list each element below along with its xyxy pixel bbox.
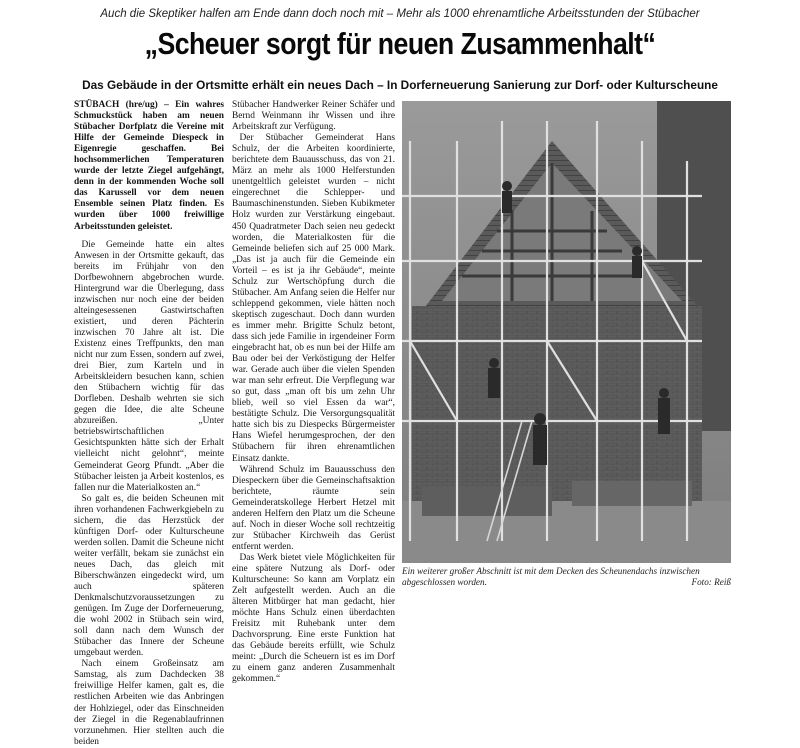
caption-text: Ein weiterer großer Abschnitt ist mit dem Decken des Scheunendachs inzwischen abgeschlossen worden. [402,566,700,587]
photo-caption [402,566,731,587]
body-paragraph: Stübacher Handwerker Reiner Schäfer und Bernd Weinmann ihr Wissen und ihre Arbeitskraft zur Verfügung. [232,100,395,133]
body-paragraph: Das Werk bietet viele Möglichkeiten für eine spätere Nutzung als Dorf- oder Kulturscheune: So kann am Vorplatz ein Zelt aufgestellt werden. Auch an die älteren Mitbürger hat man gedacht, hier möchte Hans Schulz einen überdachten Freisitz mit Ruhebank unter dem Dachvorsprung. Eine erste Funktion hat das Gebäude bereits erfüllt, wie Schulz meint: „Durch die Scheuern ist es im Dorf zu einem ganz anderen Zusammenhalt gekommen.“ [232,552,395,685]
body-paragraph: Nach einem Großeinsatz am Samstag, als zum Dachdecken 38 freiwillige Helfer kamen, galt es, die restlichen Arbeiten wie das Anbringen der Hohlziegel, oder das Einschneiden der Ziegel in die Regenablaufrinnen vorzunehmen. Hier stellten auch die beiden [74,659,224,747]
subheadline: Das Gebäude in der Ortsmitte erhält ein neues Dach – In Dorferneuerung Sanierung zur Dorf- oder Kulturscheune [82,78,718,92]
text-column-2 [232,100,395,685]
kicker-line: Auch die Skeptiker halfen am Ende dann doch noch mit – Mehr als 1000 ehrenamtliche Arbeitsstunden der Stübacher [100,8,700,20]
body-paragraph: Während Schulz im Bauausschuss den Diespeckern über die Gemeinschaftsaktion berichtete, räumte sein Gemeinderatskollege Herbert Hetzel mit anderen Helfern den Platz um die Scheune auf. Noch in dieser Woche soll rechtzeitig zur Stübacher Kirchweih das Gerüst entfernt werden. [232,464,395,552]
body-paragraph: So galt es, die beiden Scheunen mit ihren vorhandenen Fachwerkgiebeln zu sichern, die das Herzstück der künftigen Dorf- oder Kulturscheune werden sollen. Damit die Scheune nicht weiter verfällt, bekam sie zunächst ein neues Dach, das gleich mit Biberschwänzen eingedeckt wird, um auch späteren Denkmalschutzvoraussetzungen zu genügen. Im Zuge der Dorferneuerung, die wohl 2002 in Stübach sein wird, soll dann nach dem Wunsch der Stübacher das Innere der Scheune umgebaut werden. [74,493,224,659]
headline: „Scheuer sorgt für neuen Zusammenhalt“ [144,26,656,61]
photo-credit: Foto: Reiß [691,576,731,587]
text-column-1 [74,100,224,748]
body-paragraph: Der Stübacher Gemeinderat Hans Schulz, der die Arbeiten koordinierte, berichtete dem Bauausschuss, das von 21. März an mehr als 1000 Helferstunden unentgeltlich geleistet wurden – nicht eingerechnet die Schlepper- und Baumaschinenstunden. Sieben Kubikmeter Holz wurden zur Verstärkung eingebaut. 450 Quadratmeter Dach seien neu gedeckt worden, die Materialkosten für die Gemeinde beliefen sich auf 25 000 Mark. „Das ist ja auch für die Gemeinde ein Vorteil – es ist ja ihr Gebäude“, meinte Schulz zur Wertschöpfung durch die Stübacher. Am Anfang seien die Helfer nur schleppend gekommen, viele hätten noch skeptisch zugeschaut. Doch dann wurden es immer mehr. Brigitte Schulz betont, dass sich jede Familie in irgendeiner Form eingebracht hat, ob es nun bei der Hilfe am Bau oder bei der Verköstigung der Helfer war. Gerade auch über die vielen Spenden war man sehr erfreut. Die Verpflegung war so gut, dass „man oft bis um zehn Uhr blieb, weil so viel Essen da war“, bestätigte Schulz. Die Versorgungsqualität hatte sich bis zu Diespecks Bürgermeister Hans Wiefel herumgesprochen, der den Stübachern für ihren ehrenamtlichen Einsatz dankte. [232,133,395,464]
lead-paragraph: STÜBACH (hre/ug) – Ein wahres Schmuckstück haben am neuen Stübacher Dorfplatz die Vereine mit Hilfe der Gemeinde Diespeck in Eigenregie geschaffen. Bei hochsommerlichen Temperaturen wurde der letzte Ziegel aufgehängt, denn in der kommenden Woche soll das Karussell vor dem neuen Ensemble seinen Platz finden. Es wurden über 1000 freiwillige Arbeitsstunden geleistet. [74,100,224,232]
body-paragraph: Die Gemeinde hatte ein altes Anwesen in der Ortsmitte gekauft, das bereits im Frühjahr von den Dorfbewohnern abgebrochen wurde. Hintergrund war die Überlegung, dass inzwischen nur noch eine der beiden alteingesessenen Gastwirtschaften existiert, und deren Pächterin inzwischen 70 Jahre alt ist. Die Existenz eines Treffpunkts, den man nicht nur zum Essen, sondern auf zwei, drei Bier, zum Karteln und in Arbeitskleidern besuchen kann, schien den Stübachern wichtig für das Dorfleben. Deshalb wehrten sie sich gegen die Idee, die alte Scheune abzureißen. „Unter betriebswirtschaftlichen Gesichtspunkten hätte sich der Erhalt vielleicht nicht gelohnt“, meinte Gemeinderat Georg Pfundt. „Aber die Stübacher leisten ja Arbeit kostenlos, es fallen nur die Materialkosten an.“ [74,239,224,493]
barn-photo [402,101,731,563]
